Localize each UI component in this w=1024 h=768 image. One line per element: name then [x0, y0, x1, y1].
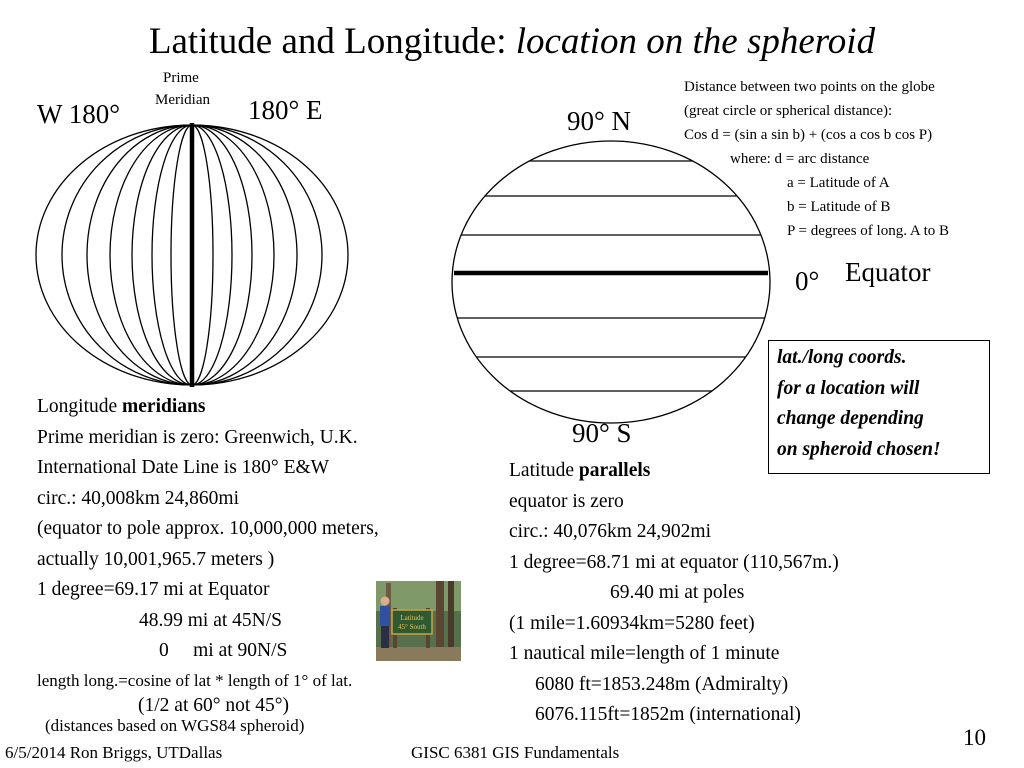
latitude-line: 1 nautical mile=length of 1 minute [509, 643, 780, 664]
label-90-south: 90° S [572, 418, 632, 448]
callout-line: change depending [777, 408, 924, 429]
longitude-line: actually 10,001,965.7 meters ) [37, 548, 275, 570]
formula-line: where: d = arc distance [730, 151, 870, 167]
formula-line: Distance between two points on the globe [684, 79, 935, 95]
latitude-line: (1 mile=1.60934km=5280 feet) [509, 612, 755, 634]
latitude-line: 1 degree=68.71 mi at equator (110,567m.) [509, 551, 839, 573]
latitude-line: 6080 ft=1853.248m (Admiralty) [535, 673, 789, 695]
latitude-line: equator is zero [509, 490, 624, 512]
label-east-180: 180° E [248, 95, 323, 125]
longitude-line: International Date Line is 180° E&W [37, 457, 330, 478]
longitude-text-block [37, 392, 379, 667]
heading-plain: Latitude [509, 460, 579, 481]
slide-title [0, 20, 1024, 63]
longitude-line: circ.: 40,008km 24,860mi [37, 487, 240, 509]
longitude-line: (equator to pole approx. 10,000,000 meters, [37, 518, 379, 539]
title-emphasis: location on the spheroid [515, 21, 876, 62]
label-90-north: 90° N [567, 106, 632, 136]
callout-line: on spheroid chosen! [777, 438, 941, 460]
wgs84-note: (distances based on WGS84 spheroid) [45, 716, 305, 735]
title-main: Latitude and Longitude: [148, 21, 516, 62]
photo-sign-text-2: 45° South [398, 623, 426, 631]
prime-meridian-label-2: Meridian [155, 92, 210, 108]
longitude-line: 0 mi at 90N/S [159, 640, 288, 661]
distance-formula-block [684, 75, 949, 243]
spheroid-callout-box [768, 340, 990, 474]
longitude-cosine-note: length long.=cosine of lat * length of 1° of lat. [37, 671, 353, 690]
label-zero-degrees: 0° [795, 266, 820, 296]
longitude-line: Prime meridian is zero: Greenwich, U.K. [37, 426, 358, 448]
latitude-text-block [509, 456, 839, 731]
label-west-180: W 180° [37, 99, 121, 129]
longitude-line: 1 degree=69.17 mi at Equator [37, 579, 270, 600]
photo-illustration [376, 581, 461, 661]
callout-line: lat./long coords. [777, 347, 907, 368]
longitude-line: 48.99 mi at 45N/S [139, 609, 283, 631]
longitude-half-note: (1/2 at 60° not 45°) [138, 695, 289, 716]
callout-line: for a location will [777, 377, 920, 399]
formula-line: (great circle or spherical distance): [684, 103, 893, 119]
footer-left: 6/5/2014 Ron Briggs, UTDallas [5, 743, 223, 762]
label-equator: Equator [845, 257, 931, 287]
photo-sign-text-1: Latitude [400, 614, 424, 622]
formula-line: b = Latitude of B [787, 199, 891, 215]
heading-bold: parallels [578, 460, 651, 481]
heading-bold: meridians [122, 396, 206, 417]
latitude-line: 69.40 mi at poles [610, 582, 745, 603]
footer-center: GISC 6381 GIS Fundamentals [411, 743, 620, 762]
heading-plain: Longitude [37, 396, 123, 417]
latitude-heading [509, 456, 839, 487]
formula-line: a = Latitude of A [787, 175, 890, 191]
formula-line: P = degrees of long. A to B [787, 223, 950, 239]
longitude-heading [37, 392, 379, 423]
prime-meridian-label-1: Prime [163, 70, 199, 86]
latitude-line: circ.: 40,076km 24,902mi [509, 521, 712, 542]
longitude-globe-diagram [36, 121, 352, 389]
page-number: 10 [963, 725, 986, 750]
latitude-line: 6076.115ft=1852m (international) [535, 704, 801, 725]
formula-line: Cos d = (sin a sin b) + (cos a cos b cos P) [684, 127, 933, 143]
latitude-sign-photo [376, 581, 461, 661]
